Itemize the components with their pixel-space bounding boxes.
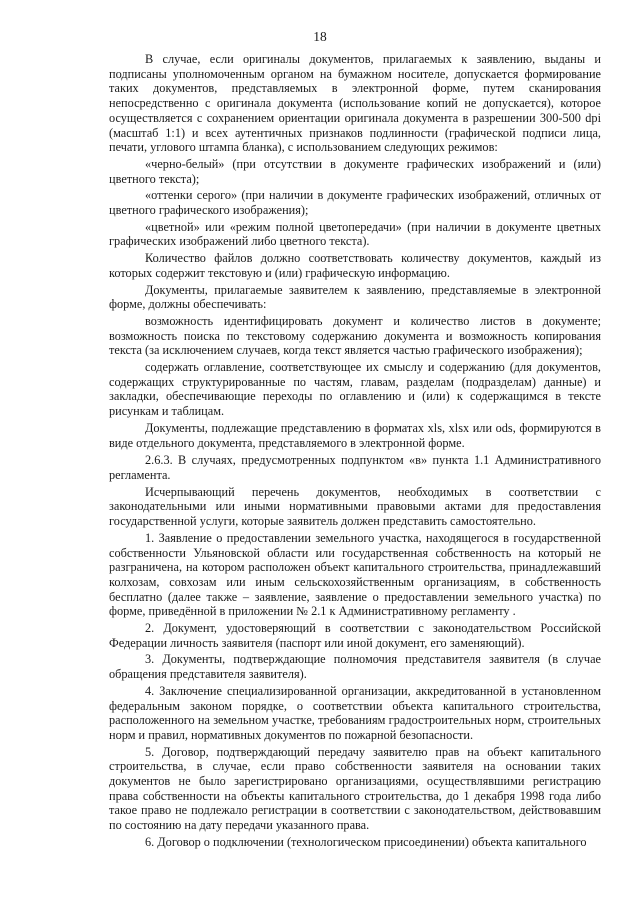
list-item-2-identity-document: 2. Документ, удостоверяющий в соответствии с законодательством Российской Федерации личность заявителя (паспорт или иной документ, его заменяющий). <box>109 621 601 650</box>
paragraph-mode-bw: «черно-белый» (при отсутствии в документе графических изображений и (или) цветного текста); <box>109 156 601 186</box>
paragraph-file-count: Количество файлов должно соответствовать количеству документов, каждый из которых содержит текстовую и (или) графическую информацию. <box>109 251 601 280</box>
paragraph-mode-grayscale: «оттенки серого» (при наличии в документе графических изображений, отличных от цветного графического изображения); <box>109 188 601 218</box>
list-item-4-expert-conclusion: 4. Заключение специализированной организации, аккредитованной в установленном федеральным законом порядке, о соответствии объекта капитального строительства, расположенного на земельном участке, требованиям градостроительных норм, строительных норм и правил, нормативных документов по пожарной безопасности. <box>109 683 601 742</box>
paragraph-scanning-rules: В случае, если оригиналы документов, прилагаемых к заявлению, выданы и подписаны уполномоченным органом на бумажном носителе, допускается формирование таких документов, представляемых в электронной форме, путем сканирования непосредственно с оригинала документа (использование копий не допускается), которое осуществляется с сохранением ориентации оригинала документа в разрешении 300-500 dpi (масштаб 1:1) и всех аутентичных признаков подлинности (графической подписи лица, печати, углового штампа бланка), с использованием следующих режимов: <box>109 52 601 155</box>
paragraph-table-of-contents: содержать оглавление, соответствующее их смыслу и содержанию (для документов, содержащих структурированные по частям, главам, разделам (подразделам) данные) и закладки, обеспечивающие переходы по оглавлению и (или) к содержащимся в тексте рисункам и таблицам. <box>109 360 601 419</box>
document-body <box>109 52 601 852</box>
paragraph-electronic-requirements: Документы, прилагаемые заявителем к заявлению, представляемые в электронной форме, должны обеспечивать: <box>109 282 601 312</box>
page-number: 18 <box>313 29 327 44</box>
paragraph-mode-color: «цветной» или «режим полной цветопередачи» (при наличии в документе цветных графических изображений либо цветного текста). <box>109 219 601 249</box>
paragraph-identification: возможность идентифицировать документ и количество листов в документе; возможность поиска по текстовому содержанию документа и возможность копирования текста (за исключением случаев, когда текст является частью графического изображения); <box>109 313 601 358</box>
paragraph-section-2-6-3: 2.6.3. В случаях, предусмотренных подпунктом «в» пункта 1.1 Административного регламента. <box>109 453 601 482</box>
list-item-5-transfer-agreement: 5. Договор, подтверждающий передачу заявителю прав на объект капитального строительства, в случае, если право собственности заявителя на основании таких документов не было зарегистрировано организациями, осуществлявшими регистрацию права собственности на объекты капитального строительства, до 1 декабря 1998 года либо такое право не подлежало регистрации в соответствии с законодательством, действовавшим по состоянию на дату передачи указанного права. <box>109 744 601 833</box>
paragraph-exhaustive-list: Исчерпывающий перечень документов, необходимых в соответствии с законодательными или иными нормативными правовыми актами для предоставления государственной услуги, которые заявитель должен представить самостоятельно. <box>109 484 601 529</box>
list-item-3-authority-documents: 3. Документы, подтверждающие полномочия представителя заявителя (в случае обращения представителя заявителя). <box>109 652 601 682</box>
list-item-1-application: 1. Заявление о предоставлении земельного участка, находящегося в государственной собственности Ульяновской области или государственная собственность на который не разграничена, на котором расположен объект капитального строительства, принадлежавший колхозам, совхозам или иным сельскохозяйственным организациям, в собственность бесплатно (далее также – заявление, заявление о предоставлении земельного участка) по форме, приведённой в приложении № 2.1 к Административному регламенту . <box>109 530 601 619</box>
list-item-6-connection-agreement: 6. Договор о подключении (технологическом присоединении) объекта капитального <box>145 834 587 849</box>
paragraph-spreadsheet-formats: Документы, подлежащие представлению в форматах xls, xlsx или ods, формируются в виде отдельного документа, представляемого в электронной форме. <box>109 420 601 450</box>
